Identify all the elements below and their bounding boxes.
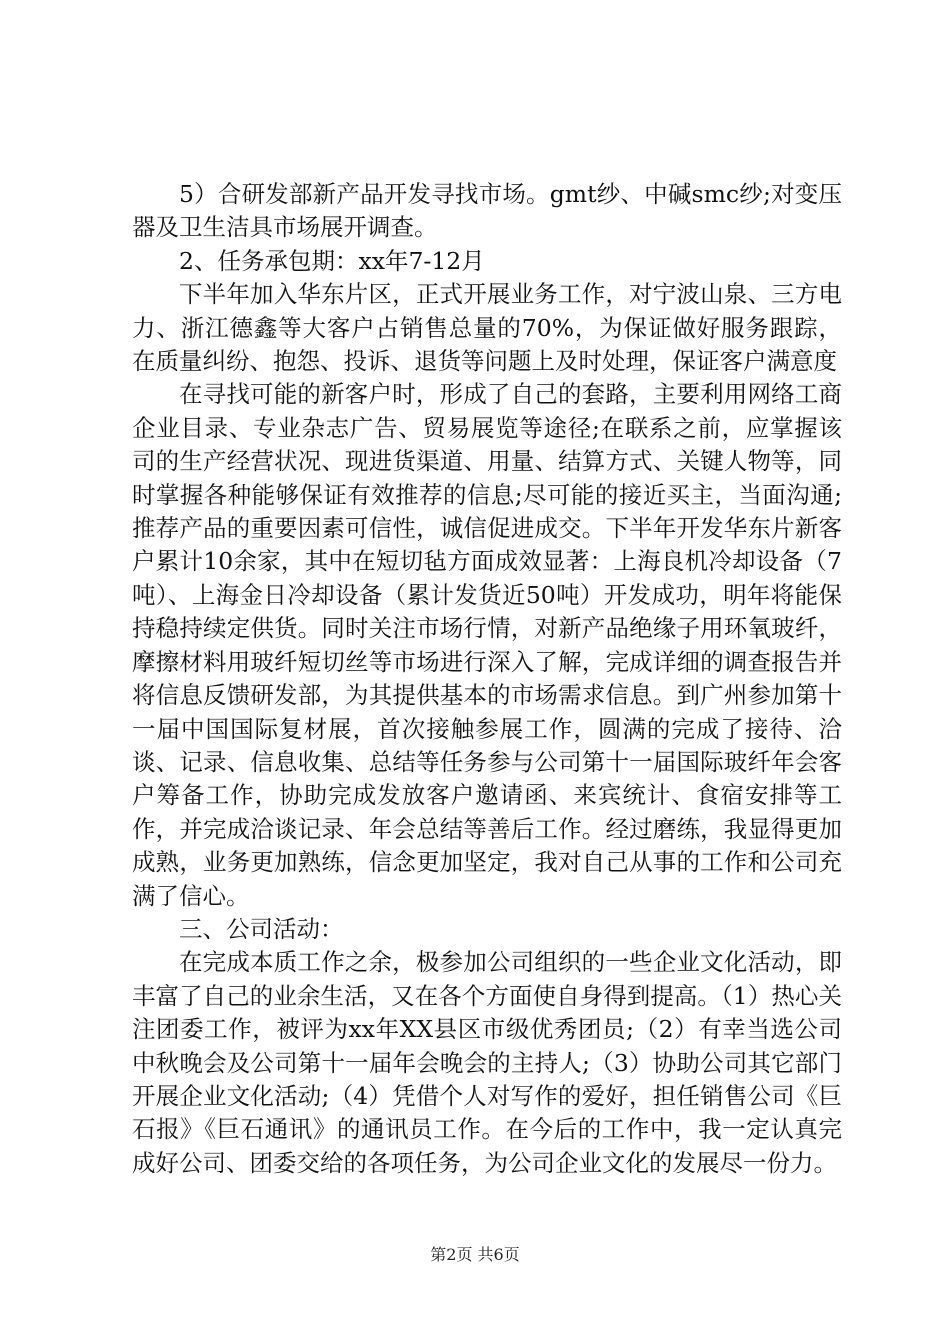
paragraph-east-china-region: 下半年加入华东片区，正式开展业务工作，对宁波山泉、三方电力、浙江德鑫等大客户占销售总量的70%，为保证做好服务跟踪，在质量纠纷、抱怨、投诉、退货等问题上及时处理，保证客户满意度 xyxy=(132,280,842,376)
paragraph-product-development: 5）合研发部新产品开发寻找市场。gmt纱、中碱smc纱;对变压器及卫生洁具市场展开调查。 xyxy=(132,180,842,242)
document-body xyxy=(132,178,842,1180)
page-number-footer: 第2页 共6页 xyxy=(430,1245,520,1264)
paragraph-task-period: 2、任务承包期：xx年7-12月 xyxy=(179,246,485,275)
paragraph-company-activities: 在完成本质工作之余，极参加公司组织的一些企业文化活动，即丰富了自己的业余生活，又在各个方面使自身得到提高。（1）热心关注团委工作，被评为xx年XX县区市级优秀团员;（2）有幸当选公司中秋晚会及公司第十一届年会晚会的主持人;（3）协助公司其它部门开展企业文化活动;（4）凭借个人对写作的爱好，担任销售公司《巨石报》《巨石通讯》的通讯员工作。在今后的工作中，我一定认真完成好公司、团委交给的各项任务，为公司企业文化的发展尽一份力。 xyxy=(132,948,842,1177)
section-heading-company-activities: 三、公司活动： xyxy=(179,914,344,943)
paragraph-new-customers: 在寻找可能的新客户时，形成了自己的套路，主要利用网络工商企业目录、专业杂志广告、贸易展览等途径;在联系之前，应掌握该司的生产经营状况、现进货渠道、用量、结算方式、关键人物等，同时掌握各种能够保证有效推荐的信息;尽可能的接近买主，当面沟通;推荐产品的重要因素可信性，诚信促进成交。下半年开发华东片新客户累计10余家，其中在短切毡方面成效显著：上海良机冷却设备（7吨）、上海金日冷却设备（累计发货近50吨）开发成功，明年将能保持稳持续定供货。同时关注市场行情，对新产品绝缘子用环氧玻纤，摩擦材料用玻纤短切丝等市场进行深入了解，完成详细的调查报告并将信息反馈研发部，为其提供基本的市场需求信息。到广州参加第十一届中国国际复材展，首次接触参展工作，圆满的完成了接待、洽谈、记录、信息收集、总结等任务参与公司第十一届国际玻纤年会客户筹备工作，协助完成发放客户邀请函、来宾统计、食宿安排等工作，并完成洽谈记录、年会总结等善后工作。经过磨练，我显得更加成熟，业务更加熟练，信念更加坚定，我对自己从事的工作和公司充满了信心。 xyxy=(132,380,842,910)
